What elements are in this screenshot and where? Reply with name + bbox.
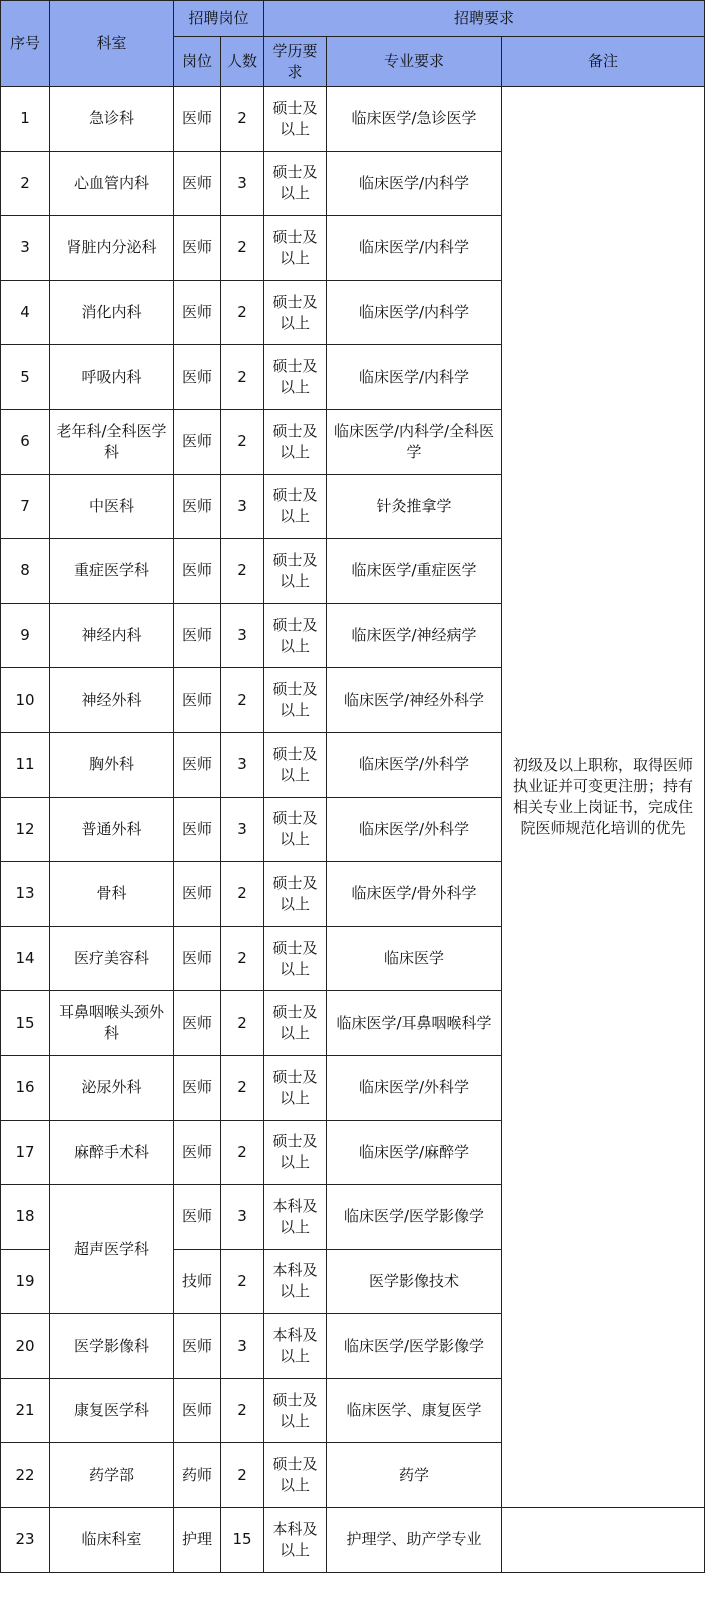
- cell-no: 10: [1, 668, 50, 733]
- cell-major: 临床医学/内科学: [327, 216, 502, 281]
- cell-dept: 麻醉手术科: [50, 1120, 174, 1185]
- cell-dept: 泌尿外科: [50, 1055, 174, 1120]
- cell-position: 医师: [174, 732, 221, 797]
- cell-position: 医师: [174, 87, 221, 152]
- cell-count: 3: [221, 732, 264, 797]
- cell-no: 9: [1, 603, 50, 668]
- cell-count: 2: [221, 926, 264, 991]
- cell-dept: 康复医学科: [50, 1378, 174, 1443]
- cell-major: 护理学、助产学专业: [327, 1508, 502, 1573]
- cell-education: 硕士及以上: [264, 862, 327, 927]
- cell-major: 临床医学/麻醉学: [327, 1120, 502, 1185]
- cell-education: 硕士及以上: [264, 926, 327, 991]
- cell-education: 硕士及以上: [264, 539, 327, 604]
- cell-education: 本科及以上: [264, 1185, 327, 1250]
- cell-position: 医师: [174, 345, 221, 410]
- cell-dept: 医学影像科: [50, 1314, 174, 1379]
- cell-count: 2: [221, 1249, 264, 1314]
- cell-count: 2: [221, 1055, 264, 1120]
- cell-no: 8: [1, 539, 50, 604]
- cell-major: 药学: [327, 1443, 502, 1508]
- cell-dept: 中医科: [50, 474, 174, 539]
- cell-count: 2: [221, 1120, 264, 1185]
- cell-no: 3: [1, 216, 50, 281]
- cell-education: 硕士及以上: [264, 87, 327, 152]
- cell-position: 医师: [174, 797, 221, 862]
- cell-count: 3: [221, 797, 264, 862]
- cell-position: 医师: [174, 280, 221, 345]
- cell-major: 临床医学/急诊医学: [327, 87, 502, 152]
- header-dept: 科室: [50, 1, 174, 87]
- cell-count: 2: [221, 991, 264, 1056]
- cell-position: 医师: [174, 991, 221, 1056]
- cell-dept: 肾脏内分泌科: [50, 216, 174, 281]
- cell-education: 硕士及以上: [264, 1055, 327, 1120]
- cell-dept: 胸外科: [50, 732, 174, 797]
- cell-no: 2: [1, 151, 50, 216]
- cell-position: 药师: [174, 1443, 221, 1508]
- cell-no: 17: [1, 1120, 50, 1185]
- cell-education: 本科及以上: [264, 1508, 327, 1573]
- cell-dept: 消化内科: [50, 280, 174, 345]
- header-position: 岗位: [174, 37, 221, 87]
- cell-position: 医师: [174, 1378, 221, 1443]
- cell-dept: 心血管内科: [50, 151, 174, 216]
- cell-count: 2: [221, 216, 264, 281]
- cell-dept: 重症医学科: [50, 539, 174, 604]
- cell-education: 硕士及以上: [264, 991, 327, 1056]
- cell-position: 医师: [174, 1055, 221, 1120]
- cell-major: 临床医学、康复医学: [327, 1378, 502, 1443]
- table-row: [1, 87, 705, 152]
- cell-dept: 老年科/全科医学科: [50, 409, 174, 474]
- cell-count: 2: [221, 862, 264, 927]
- cell-education: 硕士及以上: [264, 409, 327, 474]
- cell-education: 硕士及以上: [264, 151, 327, 216]
- cell-no: 22: [1, 1443, 50, 1508]
- cell-count: 3: [221, 151, 264, 216]
- cell-count: 2: [221, 409, 264, 474]
- cell-position: 医师: [174, 474, 221, 539]
- cell-position: 医师: [174, 668, 221, 733]
- cell-position: 医师: [174, 151, 221, 216]
- cell-position: 医师: [174, 1314, 221, 1379]
- cell-education: 硕士及以上: [264, 474, 327, 539]
- cell-education: 硕士及以上: [264, 216, 327, 281]
- cell-major: 临床医学/骨外科学: [327, 862, 502, 927]
- cell-education: 硕士及以上: [264, 345, 327, 410]
- cell-position: 医师: [174, 1120, 221, 1185]
- cell-major: 临床医学/内科学: [327, 345, 502, 410]
- cell-position: 医师: [174, 1185, 221, 1250]
- cell-dept: 临床科室: [50, 1508, 174, 1573]
- header-remark: 备注: [502, 37, 705, 87]
- cell-position: 医师: [174, 539, 221, 604]
- cell-position: 技师: [174, 1249, 221, 1314]
- cell-no: 20: [1, 1314, 50, 1379]
- cell-position: 医师: [174, 926, 221, 991]
- cell-dept: 神经外科: [50, 668, 174, 733]
- cell-dept: 神经内科: [50, 603, 174, 668]
- cell-major: 临床医学/神经病学: [327, 603, 502, 668]
- cell-remark: 初级及以上职称，取得医师执业证并可变更注册；持有相关专业上岗证书，完成住院医师规范化培训的优先: [502, 87, 705, 1508]
- cell-no: 6: [1, 409, 50, 474]
- cell-no: 19: [1, 1249, 50, 1314]
- cell-no: 15: [1, 991, 50, 1056]
- cell-no: 1: [1, 87, 50, 152]
- cell-dept: 医疗美容科: [50, 926, 174, 991]
- table-body: [1, 87, 705, 1573]
- cell-count: 2: [221, 345, 264, 410]
- cell-count: 2: [221, 87, 264, 152]
- cell-education: 硕士及以上: [264, 668, 327, 733]
- cell-major: 临床医学/内科学: [327, 280, 502, 345]
- cell-count: 3: [221, 1314, 264, 1379]
- cell-major: 针灸推拿学: [327, 474, 502, 539]
- header-group-position: 招聘岗位: [174, 1, 264, 37]
- cell-no: 16: [1, 1055, 50, 1120]
- cell-dept: 骨科: [50, 862, 174, 927]
- header-group-requirements: 招聘要求: [264, 1, 705, 37]
- cell-count: 2: [221, 539, 264, 604]
- cell-education: 本科及以上: [264, 1249, 327, 1314]
- cell-dept: 呼吸内科: [50, 345, 174, 410]
- cell-major: 临床医学/外科学: [327, 732, 502, 797]
- cell-dept: 普通外科: [50, 797, 174, 862]
- cell-education: 本科及以上: [264, 1314, 327, 1379]
- cell-count: 3: [221, 603, 264, 668]
- cell-major: 临床医学/医学影像学: [327, 1314, 502, 1379]
- cell-no: 11: [1, 732, 50, 797]
- cell-education: 硕士及以上: [264, 603, 327, 668]
- cell-education: 硕士及以上: [264, 1443, 327, 1508]
- cell-position: 医师: [174, 603, 221, 668]
- cell-no: 21: [1, 1378, 50, 1443]
- cell-count: 15: [221, 1508, 264, 1573]
- cell-dept: 急诊科: [50, 87, 174, 152]
- cell-major: 临床医学: [327, 926, 502, 991]
- cell-major: 临床医学/医学影像学: [327, 1185, 502, 1250]
- cell-count: 3: [221, 474, 264, 539]
- cell-major: 临床医学/重症医学: [327, 539, 502, 604]
- cell-count: 3: [221, 1185, 264, 1250]
- cell-position: 护理: [174, 1508, 221, 1573]
- cell-major: 临床医学/耳鼻咽喉科学: [327, 991, 502, 1056]
- cell-no: 5: [1, 345, 50, 410]
- cell-education: 硕士及以上: [264, 1378, 327, 1443]
- cell-no: 14: [1, 926, 50, 991]
- cell-education: 硕士及以上: [264, 797, 327, 862]
- cell-no: 7: [1, 474, 50, 539]
- cell-count: 2: [221, 668, 264, 733]
- header-no: 序号: [1, 1, 50, 87]
- cell-education: 硕士及以上: [264, 280, 327, 345]
- cell-dept: 药学部: [50, 1443, 174, 1508]
- header-major: 专业要求: [327, 37, 502, 87]
- cell-major: 临床医学/神经外科学: [327, 668, 502, 733]
- cell-major: 临床医学/外科学: [327, 1055, 502, 1120]
- cell-dept: 耳鼻咽喉头颈外科: [50, 991, 174, 1056]
- cell-major: 临床医学/内科学: [327, 151, 502, 216]
- cell-major: 临床医学/内科学/全科医学: [327, 409, 502, 474]
- cell-remark-empty: [502, 1508, 705, 1573]
- header-education: 学历要求: [264, 37, 327, 87]
- cell-count: 2: [221, 1443, 264, 1508]
- cell-no: 13: [1, 862, 50, 927]
- cell-position: 医师: [174, 409, 221, 474]
- cell-no: 12: [1, 797, 50, 862]
- cell-education: 硕士及以上: [264, 1120, 327, 1185]
- cell-no: 18: [1, 1185, 50, 1250]
- cell-position: 医师: [174, 862, 221, 927]
- cell-major: 临床医学/外科学: [327, 797, 502, 862]
- header-count: 人数: [221, 37, 264, 87]
- cell-dept: 超声医学科: [50, 1185, 174, 1314]
- cell-no: 23: [1, 1508, 50, 1573]
- cell-count: 2: [221, 280, 264, 345]
- cell-major: 医学影像技术: [327, 1249, 502, 1314]
- cell-count: 2: [221, 1378, 264, 1443]
- table-row: [1, 1508, 705, 1573]
- cell-education: 硕士及以上: [264, 732, 327, 797]
- cell-position: 医师: [174, 216, 221, 281]
- cell-no: 4: [1, 280, 50, 345]
